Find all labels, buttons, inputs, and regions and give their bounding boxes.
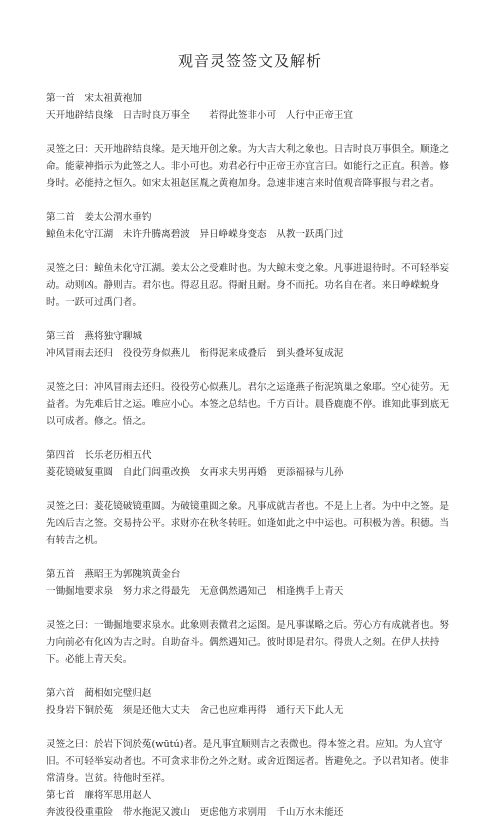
section-gap xyxy=(46,668,458,685)
lot-heading: 第一首 宋太祖黄袍加 xyxy=(46,93,142,104)
lot-section-4 xyxy=(46,447,458,549)
lot-verse: 投身岩下铜於菟 须是还他大丈夫 舍己也应难再得 通行天下此人无 xyxy=(46,705,344,716)
lot-heading: 第五首 燕昭王为郭隗筑黄金台 xyxy=(46,569,181,580)
lot-heading: 第六首 蔺相如完璧归赵 xyxy=(46,688,152,699)
lot-section-6 xyxy=(46,685,458,787)
lot-interpretation: 灵签之曰：一锄掘地要求泉水。此象则表微君之运图。是凡事谋略之后。劳心方有成就者也。努力向前必有化凶为吉之时。自助奋斗。偶然遇知己。彼时即是君尔。得贵人之刻。在伊人扶持下。必能上青天矣。 xyxy=(46,620,449,665)
lot-verse: 天开地辟结良缘 日吉时良万事全 若得此签非小可 人行中正帝王宜 xyxy=(46,110,353,121)
lot-verse: 鲸鱼未化守江湖 未许升腾离碧波 异日峥嵘身变态 从教一跃禹门过 xyxy=(46,229,344,240)
section-gap xyxy=(46,192,458,209)
lot-verse: 一锄掘地要求泉 努力求之得最先 无意偶然遇知己 相逢携手上青天 xyxy=(46,586,344,597)
lot-section-2 xyxy=(46,209,458,311)
lot-interpretation: 灵签之曰：菱花镜破镜重圆。为破镜重圆之象。凡事成就吉者也。不是上上者。为中中之签。是先凶后吉之签。交易持公平。求财亦在秋冬转旺。如逢如此之中中运也。可积极为善。积德。当有转吉之机。 xyxy=(46,501,449,546)
lot-interpretation: 灵签之曰：於岩下饲於菟(wūtú)者。是凡事宜顺则吉之表微也。得本签之君。应知。为人宜守旧。不可轻举妄动者也。不可贪求非份之外之财。或舍近图远者。皆避免之。予以君知者。使非常清身。岂贫。待他时至祥。 xyxy=(46,739,449,784)
lot-interpretation: 灵签之曰：冲风冒雨去还归。役役劳心似燕儿。君尔之运逢燕子衔泥筑巢之象耶。空心徒劳。无益者。为先难后甘之运。唯应小心。本签之总结也。千方百计。晨昏鹿鹿不停。谁知此事到底无以可成者。修之。悟之。 xyxy=(46,382,449,427)
lot-heading: 第二首 姜太公渭水垂钓 xyxy=(46,212,152,223)
lot-section-3 xyxy=(46,328,458,430)
lot-verse: 冲风冒雨去还归 役役劳身似燕儿 衔得泥来成叠后 到头叠坏复成泥 xyxy=(46,348,344,359)
lot-interpretation: 灵签之曰：鲸鱼未化守江湖。姜太公之受难时也。为大鲸未变之象。凡事进退待时。不可轻举妄动。动则凶。静则吉。君尔也。得忍且忍。得耐且耐。身不而托。功名自在者。来日峥嵘蜕身时。一跃可过禹门者。 xyxy=(46,263,449,308)
section-gap xyxy=(46,430,458,447)
document-content xyxy=(46,90,458,821)
section-gap xyxy=(46,549,458,566)
lot-heading: 第四首 长乐老历相五代 xyxy=(46,450,152,461)
lot-section-5 xyxy=(46,566,458,668)
lot-heading: 第七首 廉将军思用赵人 xyxy=(46,790,152,801)
lot-section-1 xyxy=(46,90,458,192)
lot-verse: 奔波役役重重险 带水拖泥又渡山 更虑他方求别用 千山万水未能还 xyxy=(46,807,344,818)
section-gap xyxy=(46,311,458,328)
lot-interpretation: 灵签之曰：天开地辟结良缘。是天地开创之象。为大吉大利之象也。日吉时良万事俱全。顺逢之命。能蒙神指示为此签之人。非小可也。劝君必行中正帝王亦宜言曰。如能行之正直。积善。修身时。必能持之恒久。如宋太祖赵匡胤之黄袍加身。急速非速言来时值观音降事报与君之者。 xyxy=(46,144,449,189)
lot-verse: 菱花镜破复重圆 自此门闾重改换 女再求夫男再婚 更添福禄与儿孙 xyxy=(46,467,344,478)
document-title: 观音灵签签文及解析 xyxy=(177,52,322,70)
lot-heading: 第三首 燕将独守聊城 xyxy=(46,331,142,342)
lot-section-7 xyxy=(46,787,458,821)
